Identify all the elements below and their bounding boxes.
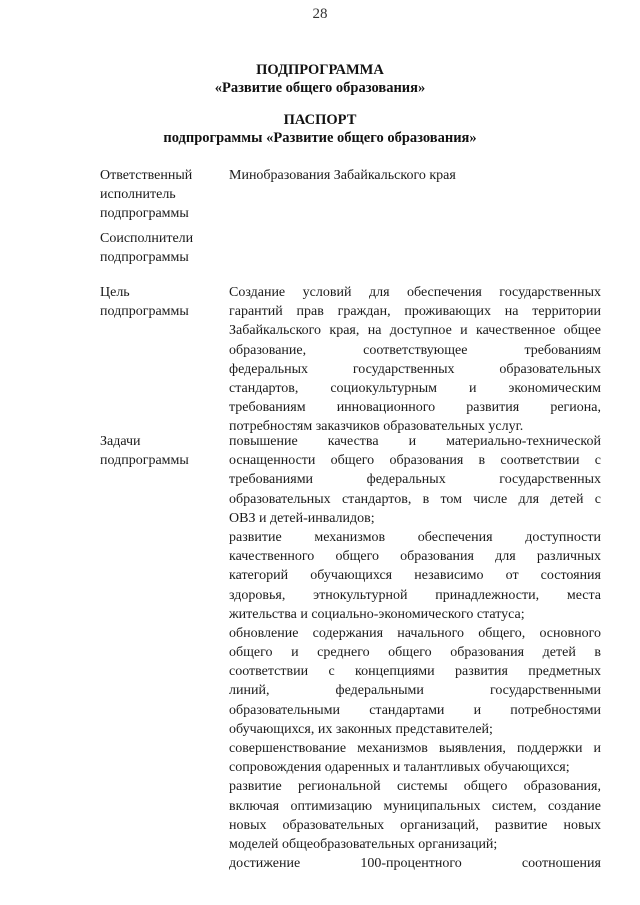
page-number: 28: [312, 6, 328, 22]
responsible-label: Ответственный исполнитель подпрограммы: [100, 168, 193, 222]
goal-label: Цель подпрограммы: [100, 285, 189, 320]
passport-title: подпрограммы «Развитие общего образования»: [163, 130, 477, 146]
responsible-value: Минобразования Забайкальского края: [229, 168, 456, 183]
subprogram-heading: ПОДПРОГРАММА: [256, 62, 384, 78]
tasks-value: повышение качества и материально-технической оснащенности общего образования в соответствии с требованиями федеральных государственных образовательных стандартов, в том числе для детей с ОВЗ и детей-инвалидов; развитие механизмов обеспечения доступности качественного общего образования для различных категорий обучающихся независимо от состояния здоровья, этнокультурной принадлежности, места жительства и социально-экономического статуса; обновление содержания начального общего, основного общего и среднего общего образования детей в соответствии с концепциями развития предметных линий, федеральными государственными образовательными стандартами и потребностями обучающихся, их законных представителей; совершенствование механизмов выявления, поддержки и сопровождения одаренных и талантливых обучающихся; развитие региональной системы общего образования, включая оптимизацию муниципальных систем, создание новых образовательных организаций, развитие новых моделей общеобразовательных организаций; достижение 100-процентного соотношения: [229, 434, 601, 872]
coexecutors-label: Соисполнители подпрограммы: [100, 231, 194, 266]
goal-value: Создание условий для обеспечения государственных гарантий прав граждан, проживающих на территории Забайкальского края, на доступное и качественное общее образование, соответствующее требованиям федеральных государственных образовательных стандартов, социокультурным и экономическим требованиям инновационного развития региона, потребностям заказчиков образовательных услуг.: [229, 285, 601, 435]
subprogram-title: «Развитие общего образования»: [214, 80, 426, 96]
passport-heading: ПАСПОРТ: [283, 112, 357, 128]
tasks-label: Задачи подпрограммы: [100, 434, 189, 469]
